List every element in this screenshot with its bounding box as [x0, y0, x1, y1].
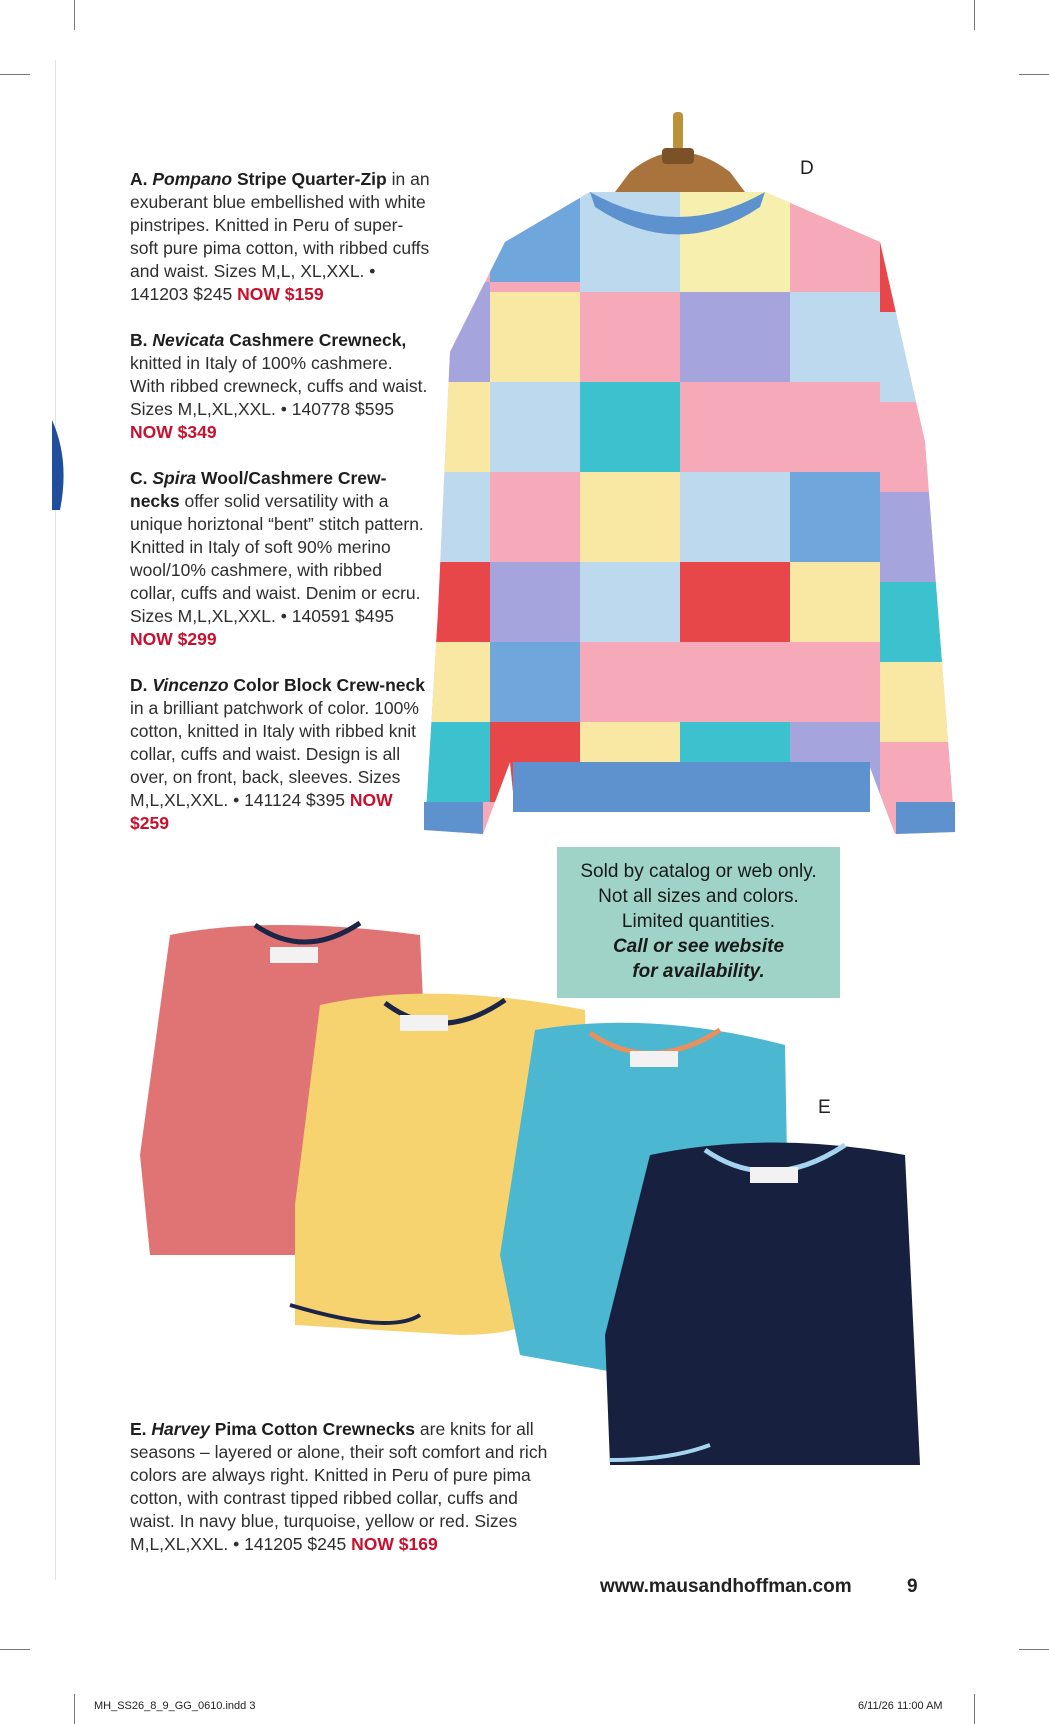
crop-mark: [1019, 1649, 1049, 1650]
product-c-description: C. Spira Wool/Cashmere Crew-necks offer solid versatility with a unique horiztonal “bent” stitch pattern. Knitted in Italy of soft 90% merino wool/10% cashmere, with ribbed collar, cuffs and waist. Denim or ecru. Sizes M,L,XL,XXL. • 140591 $495 NOW $299: [130, 468, 424, 649]
slug-timestamp: 6/11/26 11:00 AM: [858, 1700, 943, 1712]
page-number: 9: [907, 1576, 918, 1597]
slug-filename: MH_SS26_8_9_GG_0610.indd 3: [94, 1700, 256, 1712]
crop-mark: [74, 1694, 75, 1724]
crop-mark: [0, 1649, 30, 1650]
product-b-description: B. Nevicata Cashmere Crewneck, knitted in Italy of 100% cashmere. With ribbed crewneck, cuffs and waist. Sizes M,L,XL,XXL. • 140778 $595 NOW $349: [130, 330, 428, 442]
crop-mark: [0, 74, 30, 75]
page-edge-line: [55, 60, 56, 1580]
crop-mark: [74, 0, 75, 30]
availability-notice: Sold by catalog or web only. Not all sizes and colors. Limited quantities. Call or see website for availability.: [557, 847, 840, 998]
price-now: NOW $259: [130, 790, 393, 833]
folded-crewnecks-photo: [130, 905, 930, 1505]
price-now: NOW $169: [351, 1534, 438, 1554]
spread-edge-graphic: [52, 420, 70, 510]
photo-label-d: D: [800, 158, 814, 179]
crop-mark: [974, 0, 975, 30]
product-a-description: A. Pompano Stripe Quarter-Zip in an exuberant blue embellished with white pinstripes. Knitted in Peru of super-soft pure pima cotton, with ribbed cuffs and waist. Sizes M,L, XL,XXL. • 141203 $245 NOW $159: [130, 169, 430, 304]
crop-mark: [1019, 74, 1049, 75]
price-now: NOW $299: [130, 629, 217, 649]
website-url: www.mausandhoffman.com: [600, 1576, 852, 1597]
product-e-description: E. Harvey Pima Cotton Crewnecks are knits for all seasons – layered or alone, their soft comfort and rich colors are always right. Knitted in Peru of pure pima cotton, with contrast tipped ribbed collar, cuffs and waist. In navy blue, turquoise, yellow or red. Sizes M,L,XL,XXL. • 141205 $245 NOW $169: [130, 1419, 548, 1554]
color-block-sweater-photo: [410, 112, 960, 850]
product-d-description: D. Vincenzo Color Block Crew-neck in a brilliant patchwork of color. 100% cotton, knitted in Italy with ribbed knit collar, cuffs and waist. Design is all over, on front, back, sleeves. Sizes M,L,XL,XXL. • 141124 $395 NOW $259: [130, 675, 425, 833]
price-now: NOW $159: [237, 284, 324, 304]
price-now: NOW $349: [130, 422, 217, 442]
photo-label-e: E: [818, 1097, 831, 1118]
crop-mark: [974, 1694, 975, 1724]
